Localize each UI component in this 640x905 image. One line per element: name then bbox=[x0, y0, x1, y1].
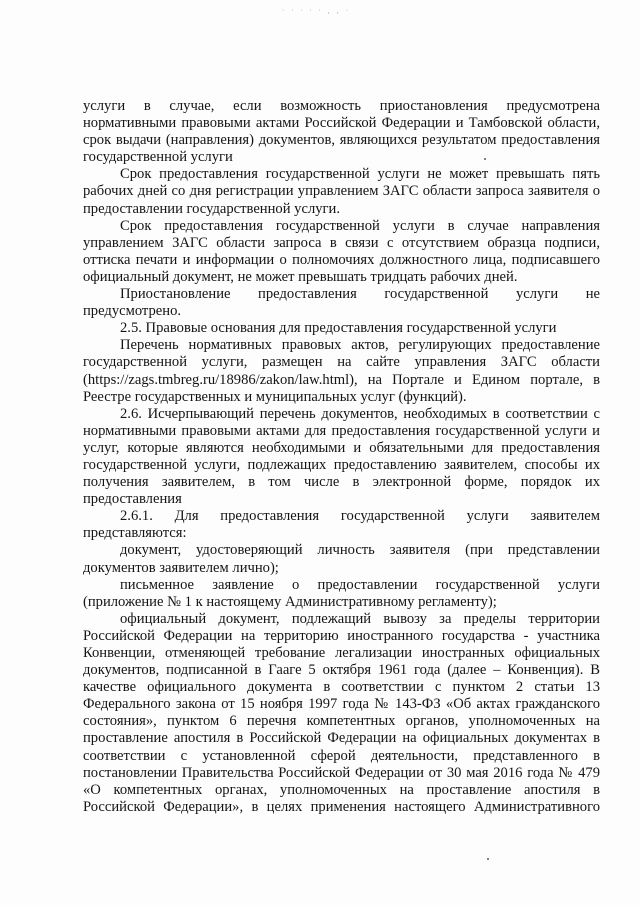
section-heading-2-6: 2.6. Исчерпывающий перечень документов, необходимых в соответствии с нормативными правовыми актами для предоставления государственной услуги и услуг, которые являются необходимыми и обязательными для предоставления государственной услуги, подлежащих предоставлению заявителем, способы их получения заявителем, в том числе в электронной форме, порядок их предоставления bbox=[83, 405, 600, 508]
paragraph-legal-acts-list: Перечень нормативных правовых актов, регулирующих предоставление государственной услуги, размещен на сайте управления ЗАГС области (https://zags.tmbreg.ru/18986/zakon/law.html), на Портале и Едином портале, в Реестре государственных и муниципальных услуг (функций). bbox=[83, 337, 600, 405]
paragraph-2-6-1: 2.6.1. Для предоставления государственной услуги заявителем представляются: bbox=[83, 508, 600, 542]
paragraph-service-deadline: Срок предоставления государственной услуги не может превышать пять рабочих дней со дня регистрации управлением ЗАГС области запроса заявителя о предоставлении государственной услуги. bbox=[83, 166, 600, 217]
scan-speck bbox=[487, 858, 489, 860]
list-item-official-document: официальный документ, подлежащий вывозу за пределы территории Российской Федерации на территорию иностранного государства - участника Конвенции, отменяющей требование легализации иностранных официальных документов, подписанной в Гааге 5 октября 1961 года (далее – Конвенция). В качестве официального документа в соответствии с пунктом 2 статьи 13 Федерального закона от 15 ноября 1997 года № 143-ФЗ «Об актах гражданского состояния», пунктом 6 перечня компетентных органов, уполномоченных на проставление апостиля в Российской Федерации на официальных документах в соответствии с установленной сферой деятельности, представленного в постановлении Правительства Российской Федерации от 30 мая 2016 года № 479 «О компетентных органах, уполномоченных на проставление апостиля в Российской Федерации», в целях применения настоящего Административного bbox=[83, 610, 600, 815]
paragraph-suspension-terms: услуги в случае, если возможность приостановления предусмотрена нормативными правовыми актами Российской Федерации и Тамбовской области, срок выдачи (направления) документов, являющихся результатом предоставления государственной услуги bbox=[83, 98, 600, 166]
list-item-identity-document: документ, удостоверяющий личность заявителя (при представлении документов заявителем лично); bbox=[83, 542, 600, 576]
list-item-written-application: письменное заявление о предоставлении государственной услуги (приложение № 1 к настоящему Административному регламенту); bbox=[83, 576, 600, 610]
paragraph-extended-deadline: Срок предоставления государственной услуги в случае направления управлением ЗАГС области запроса в связи с отсутствием образца подписи, оттиска печати и информации о полномочиях должностного лица, подписавшего официальный документ, не может превышать тридцать рабочих дней. bbox=[83, 217, 600, 285]
paragraph-no-suspension: Приостановление предоставления государственной услуги не предусмотрено. bbox=[83, 286, 600, 320]
scan-speck bbox=[484, 158, 486, 160]
document-body bbox=[83, 98, 600, 816]
section-heading-2-5: 2.5. Правовые основания для предоставления государственной услуги bbox=[120, 320, 557, 337]
page-header-mark: · · · · · , , · bbox=[282, 6, 351, 15]
